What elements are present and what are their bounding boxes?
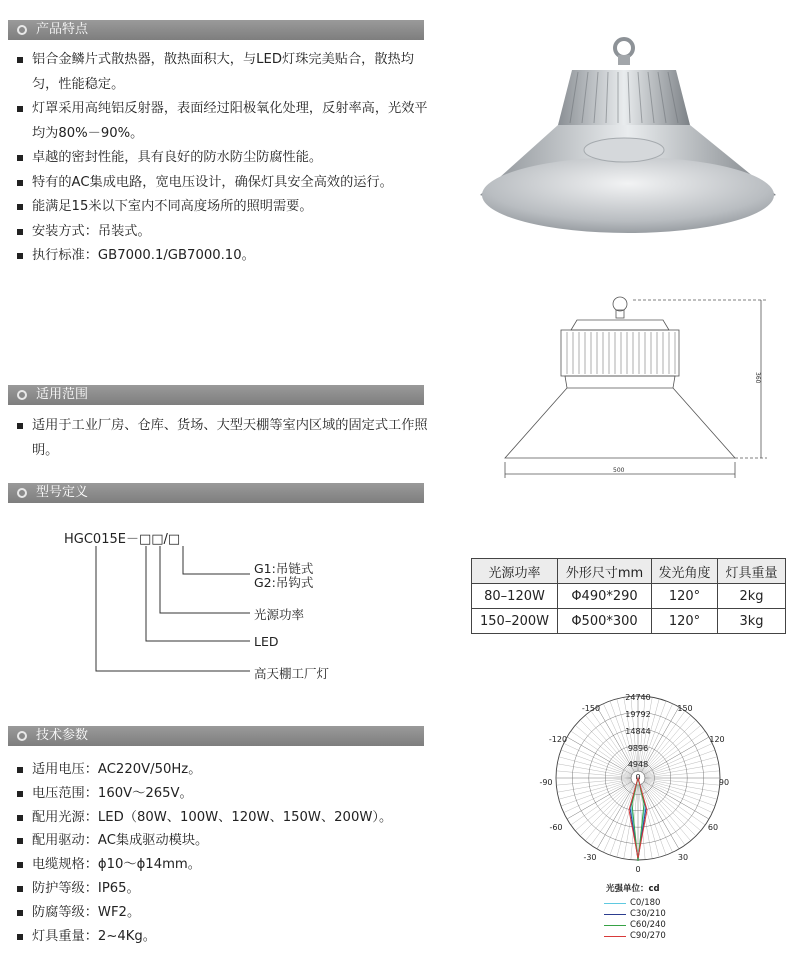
tech-list	[16, 758, 428, 948]
polar-angle-label: 0	[635, 865, 641, 874]
list-item: 灯具重量：2~4Kg。	[16, 925, 428, 949]
polar-spoke	[642, 715, 690, 772]
polar-value-label: 24740	[625, 693, 651, 702]
table-header-row	[472, 559, 786, 584]
list-item: 安装方式：吊装式。	[16, 220, 428, 245]
list-item: 防腐等级：WF2。	[16, 901, 428, 925]
tech-header	[8, 726, 424, 746]
model-code: HGC015E－□□/□	[64, 532, 181, 547]
polar-angle-label: 150	[677, 704, 693, 713]
polar-spoke	[580, 783, 633, 836]
table-row	[472, 584, 786, 609]
list-item: 电压范围：160V～265V。	[16, 782, 428, 806]
led-label: LED	[254, 634, 279, 649]
header-cell: 外形尺寸mm	[558, 559, 652, 584]
list-item: 能满足15米以下室内不同高度场所的照明需要。	[16, 195, 428, 220]
list-item: 防护等级：IP65。	[16, 877, 428, 901]
polar-spoke	[644, 781, 712, 813]
features-title: 产品特点	[36, 22, 89, 37]
polar-spoke	[585, 715, 633, 772]
scope-header	[8, 385, 424, 405]
polar-spoke	[642, 783, 690, 840]
polar-angle-label: -90	[539, 778, 553, 787]
list-item: 执行标准：GB7000.1/GB7000.10。	[16, 244, 428, 269]
table-cell: Φ500*300	[558, 609, 652, 634]
legend-item	[604, 931, 666, 942]
legend-label: C30/210	[630, 909, 666, 919]
circle-bullet-icon	[17, 25, 27, 35]
header-cell: 灯具重量	[718, 559, 786, 584]
polar-legend	[604, 898, 666, 942]
legend-swatch	[604, 936, 626, 937]
circle-bullet-icon	[17, 390, 27, 400]
polar-spoke	[575, 782, 632, 830]
scope-title: 适用范围	[36, 387, 89, 402]
polar-spoke	[645, 771, 720, 778]
legend-swatch	[604, 925, 626, 926]
g1-option: G1:吊链式	[254, 561, 314, 576]
g2-option: G2:吊钩式	[254, 575, 314, 590]
list-item: 适用电压：AC220V/50Hz。	[16, 758, 428, 782]
polar-spoke	[643, 783, 696, 836]
polar-angle-label: -30	[583, 853, 597, 862]
polar-spoke	[559, 780, 631, 799]
polar-angle-label: 120	[709, 735, 725, 744]
circle-bullet-icon	[17, 731, 27, 741]
polar-spoke	[645, 780, 717, 799]
legend-label: C90/270	[630, 931, 666, 941]
polar-unit-label: 光强单位：cd	[606, 884, 660, 894]
list-item: 配用光源：LED（80W、100W、120W、150W、200W）。	[16, 806, 428, 830]
model-title: 型号定义	[36, 485, 89, 500]
table-cell: 3kg	[718, 609, 786, 634]
power-label: 光源功率	[254, 607, 305, 622]
list-item: 铝合金鳞片式散热器，散热面积大，与LED灯珠完美贴合，散热均匀，性能稳定。	[16, 48, 428, 97]
polar-spoke	[643, 782, 700, 830]
model-diagram-lines	[90, 544, 260, 674]
g-options	[254, 562, 313, 590]
legend-swatch	[604, 903, 626, 904]
polar-diagram	[530, 690, 745, 875]
polar-spoke	[564, 781, 632, 813]
polar-angle-label: 90	[718, 778, 730, 787]
technical-drawing	[495, 290, 785, 485]
list-item: 配用驱动：AC集成驱动模块。	[16, 829, 428, 853]
features-list	[16, 48, 428, 269]
legend-label: C60/240	[630, 920, 666, 930]
polar-spoke	[643, 720, 696, 773]
legend-item	[604, 920, 666, 931]
header-cell: 发光角度	[652, 559, 718, 584]
table-cell: 2kg	[718, 584, 786, 609]
table-cell: 120°	[652, 609, 718, 634]
features-header	[8, 20, 424, 40]
table-row	[472, 609, 786, 634]
polar-angle-label: 0	[635, 773, 641, 782]
polar-spoke	[645, 757, 717, 776]
list-item: 灯罩采用高纯铝反射器，表面经过阳极氧化处理，反射率高，光效平均为80%－90%。	[16, 97, 428, 146]
width-dimension: 500	[613, 467, 625, 474]
polar-angle-label: -60	[549, 823, 563, 832]
polar-spoke	[645, 779, 720, 786]
header-cell: 光源功率	[472, 559, 558, 584]
legend-label: C0/180	[630, 898, 661, 908]
model-header	[8, 483, 424, 503]
polar-spoke	[575, 725, 632, 773]
list-item: 特有的AC集成电路，宽电压设计，确保灯具安全高效的运行。	[16, 171, 428, 196]
polar-spoke	[585, 783, 633, 840]
polar-angle-label: -150	[581, 704, 601, 713]
legend-item	[604, 898, 666, 909]
table-cell: 150–200W	[472, 609, 558, 634]
product-photo	[478, 30, 778, 240]
circle-bullet-icon	[17, 488, 27, 498]
list-item: 适用于工业厂房、仓库、货场、大型天棚等室内区域的固定式工作照明。	[16, 414, 428, 463]
list-item: 卓越的密封性能，具有良好的防水防尘防腐性能。	[16, 146, 428, 171]
polar-angle-label: -120	[548, 735, 568, 744]
legend-swatch	[604, 914, 626, 915]
polar-spoke	[643, 725, 700, 773]
scope-list	[16, 414, 428, 463]
height-dimension: 360	[754, 372, 761, 384]
tech-title: 技术参数	[36, 728, 89, 743]
polar-spoke	[564, 743, 632, 775]
table-cell: Φ490*290	[558, 584, 652, 609]
polar-spoke	[556, 779, 631, 786]
polar-angle-label: 60	[707, 823, 719, 832]
list-item: 电缆规格：ϕ10～ϕ14mm。	[16, 853, 428, 877]
polar-value-label: 9896	[627, 744, 649, 753]
polar-value-label: 19792	[625, 710, 651, 719]
polar-spoke	[556, 771, 631, 778]
legend-item	[604, 909, 666, 920]
table-cell: 120°	[652, 584, 718, 609]
spec-table	[471, 558, 786, 634]
polar-value-label: 14844	[625, 727, 651, 736]
polar-spoke	[644, 743, 712, 775]
polar-value-label: 4948	[627, 760, 649, 769]
polar-angle-label: 30	[677, 853, 689, 862]
polar-spoke	[559, 757, 631, 776]
table-cell: 80–120W	[472, 584, 558, 609]
type-label: 高天棚工厂灯	[254, 666, 330, 681]
